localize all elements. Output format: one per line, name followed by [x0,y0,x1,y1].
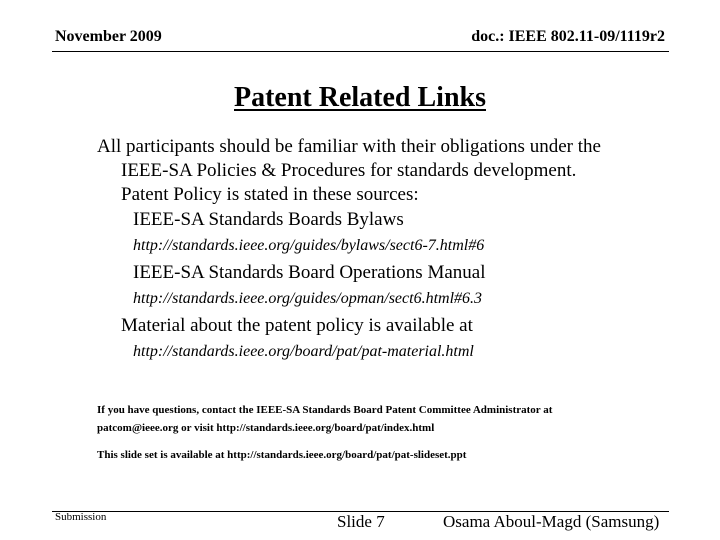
body-line-1: All participants should be familiar with their obligations under the [97,136,601,157]
material-url[interactable]: http://standards.ieee.org/board/pat/pat-material.html [133,343,474,360]
source-1-url[interactable]: http://standards.ieee.org/guides/bylaws/sect6-7.html#6 [133,237,485,254]
contact-note-line-1: If you have questions, contact the IEEE-SA Standards Board Patent Committee Administrator at [97,404,553,416]
source-1-label: IEEE-SA Standards Boards Bylaws [133,209,404,230]
slide-title [0,82,720,114]
header-date: November 2009 [55,28,162,45]
footer-author: Osama Aboul-Magd (Samsung) [443,512,660,531]
body-line-3: Patent Policy is stated in these sources: [121,184,419,205]
slide-title-text: Patent Related Links [234,82,486,113]
source-2-label: IEEE-SA Standards Board Operations Manual [133,262,486,283]
material-label: Material about the patent policy is available at [121,315,473,336]
footer-submission: Submission [55,511,107,523]
slideset-note: This slide set is available at http://standards.ieee.org/board/pat/pat-slideset.ppt [97,449,467,461]
source-2-url[interactable]: http://standards.ieee.org/guides/opman/sect6.html#6.3 [133,290,483,307]
body-line-2: IEEE-SA Policies & Procedures for standards development. [121,160,577,181]
contact-note-line-2: patcom@ieee.org or visit http://standards.ieee.org/board/pat/index.html [97,422,435,434]
header-divider [52,51,669,52]
header-doc-id: doc.: IEEE 802.11-09/1119r2 [471,28,665,45]
footer-slide-number: Slide 7 [337,512,385,531]
